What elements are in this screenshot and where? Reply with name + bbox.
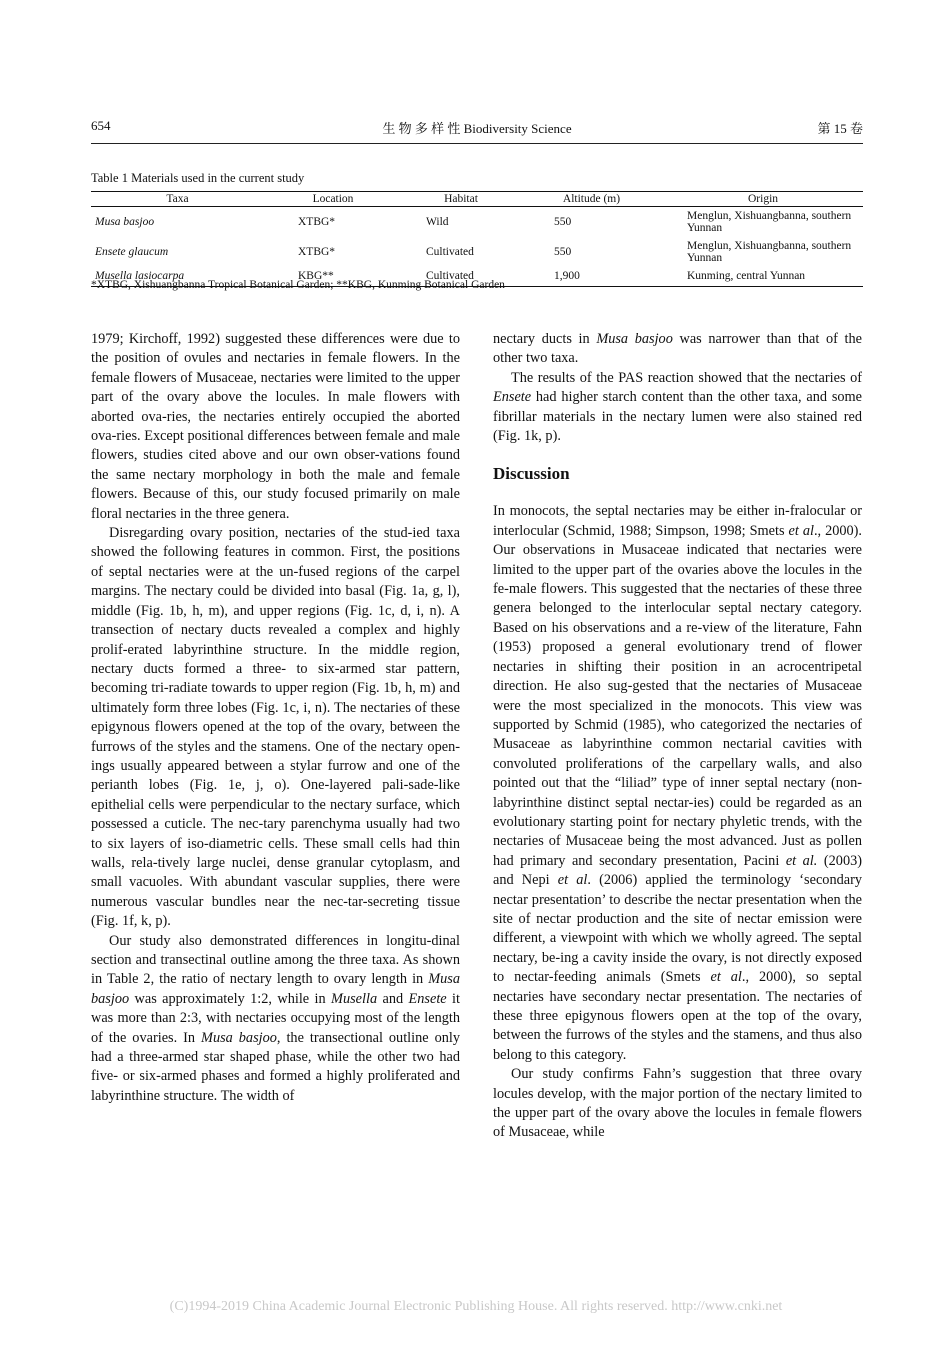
materials-table: [91, 191, 863, 287]
taxon-name: Musella: [331, 990, 378, 1007]
paragraph: Disregarding ovary position, nectaries of the stud-ied taxa showed the following features in common. First, the positions of septal nectaries were at the un-fused regions of the carpel margins. The nectary could be divided into basal (Fig. 1a, g, l), middle (Fig. 1b, h, m), and upper regions (Fig. 1c, d, i, n). A transection of nectary ducts revealed a complex and highly prolif-erated labyrinthine structure. In the middle region, nectary ducts formed a three- to six-armed star pattern, becoming tri-radiate towards to upper region (Fig. 1b, h, m) and ultimately form three lobes (Fig. 1c, i, n). The nectaries of these epigynous flowers opened at the top of the ovary, between the furrows of the styles and the stamens. One of the nectary open-ings usually appeared between a stylar furrow and one of the perianth lobes (Fig. 1e, j, o). One-layered pali-sade-like epithelial cells were perpendicular to the nectary surface, which possessed a cuticle. The nec-tary parenchyma usually had two to six layers of iso-diametric cells. These small cells had thin walls, rela-tively large nuclei, dense granular cytoplasm, and small vacuoles. With abundant vascular supplies, there were numerous vascular bundles near the nec-tar-secreting tissue (Fig. 1f, k, p).: [91, 525, 460, 930]
running-header: [91, 118, 863, 140]
table-cell: 550: [554, 216, 572, 228]
journal-title: 生 物 多 样 性 Biodiversity Science: [382, 121, 572, 136]
table-cell: XTBG*: [298, 216, 336, 228]
page-number: 654: [91, 118, 111, 133]
paragraph: nectary ducts in Musa basjoo was narrower than that of the other two taxa.: [493, 331, 862, 367]
etal-text: et al: [788, 522, 814, 539]
column-header: Altitude (m): [520, 192, 663, 207]
left-column: [91, 330, 460, 1106]
paragraph: The results of the PAS reaction showed that the nectaries of Ensete had higher starch content than the other taxa, and some fibrillar materials in the nectary lumen were also stained red (Fig. 1k, p).: [493, 369, 862, 445]
table-row: [91, 207, 863, 238]
table-cell: Ensete glaucum: [95, 246, 169, 258]
volume-label: 第 15 卷: [817, 121, 863, 136]
section-heading: Discussion: [493, 464, 570, 484]
paragraph: Our study also demonstrated differences in longitu-dinal section and transectinal outline among the three taxa. As shown in Table 2, the ratio of nectary length to ovary length in Musa basjoo was approximately 1:2, while in Musella and Ensete it was more than 2:3, with nectaries occupying most of the length of the ovaries. In Musa basjoo, the transectional outline only had a three-armed star shaped phase, while the other two had five- or six-armed phases and formed a highly proliferated and labyrinthine structure. The width of: [91, 932, 460, 1104]
table-row: [91, 237, 863, 267]
table-cell: 550: [554, 246, 572, 258]
column-header: Taxa: [91, 192, 264, 207]
table-header-row: [91, 192, 863, 207]
right-column: [493, 330, 862, 1143]
table-cell: 1,900: [520, 267, 663, 287]
paragraph: 1979; Kirchoff, 1992) suggested these differences were due to the position of ovules and nectaries in female flowers. In the female flowers of Musaceae, nectaries were limited to the upper part of the ovary above the locules. In male flowers with aborted ova-ries, the nectaries entirely occupied the aborted ova-ries. Except positional differences between female and male flowers, studies cited above and our own obser-vations found the same nectary morphology in both the male and female flowers. Because of this, our study focused primarily on male floral nectaries in the three genera.: [91, 331, 460, 522]
table-cell: Menglun, Xishuangbanna, southern Yunnan: [687, 210, 852, 234]
table-cell: XTBG*: [298, 246, 336, 258]
table-cell: Menglun, Xishuangbanna, southern Yunnan: [687, 240, 852, 264]
column-header: Origin: [663, 192, 863, 207]
taxon-name: Musa basjoo: [201, 1029, 277, 1046]
paragraph: Our study confirms Fahn’s suggestion that three ovary locules develop, with the major portion of the nectary limited to the upper part of the ovary above the locules in female flowers of Musaceae, while: [493, 1066, 862, 1141]
taxon-name: Musa basjoo: [596, 331, 673, 347]
table-footnote: *XTBG, Xishuangbanna Tropical Botanical Garden; **KBG, Kunming Botanical Garden: [91, 279, 505, 291]
etal-text: et al: [710, 969, 742, 986]
table-cell: Musa basjoo: [95, 216, 155, 228]
table-cell: Cultivated: [426, 246, 474, 258]
table-cell: Cultivated: [402, 267, 520, 287]
table-cell: KBG**: [264, 267, 402, 287]
paragraph: In monocots, the septal nectaries may be either in-fralocular or interlocular (Schmid, 1988; Simpson, 1998; Smets et al., 2000). Our observations in Musaceae indicated that nectaries were limited to the upper part of the ovaries above the locules in the fe-male flowers. This suggested that the nectaries of these three genera belonged to the interlocular septal nectary category. Based on his observations and a re-view of the literature, Fahn (1953) proposed a general evolutionary trend of flower nectaries in shifting their position in an acrocentripetal direction. He also sug-gested that the nectaries of Musaceae were the most specialized in the monocots. This view was supported by Schmid (1985), who categorized the nectaries of Musaceae as labyrinthine common nectarial cavities with convoluted proliferations of the carpellary walls, and also pointed out that the “liliad” type of inner septal nectary (non-labyrinthine distinct septal nectar-ies) could be regarded as an evolutionary starting point for nectary phyletic trends, with the nectaries of Musaceae being the most advanced. Just as pollen had primary and secondary presentation, Pacini et al. (2003) and Nepi et al. (2006) applied the terminology ‘secondary nectar presentation’ to describe the nectar presentation when the site of nectar production and the site of nectar emission were different, a viewpoint with which we wholly agreed. The septal nectary, be-ing a cavity inside the ovary, is not directly exposed to nectar-feeding animals (Smets et al., 2000), so septal nectaries have secondary nectar presentation. The nectaries of these three epigynous flowers open at the top of the ovary, between the furrows of the styles and the stamens, and thus also belong to this category.: [493, 503, 862, 1063]
column-header: Location: [264, 192, 402, 207]
table-cell: Kunming, central Yunnan: [663, 267, 863, 287]
header-rule: [91, 143, 863, 144]
table-cell: Musella lasiocarpa: [91, 267, 264, 287]
copyright-footer: (C)1994-2019 China Academic Journal Electronic Publishing House. All rights reserved. http://www.cnki.net: [169, 1299, 783, 1314]
etal-text: et al.: [785, 852, 818, 869]
taxon-name: Musa basjoo: [91, 971, 460, 1007]
etal-text: et al: [557, 872, 588, 889]
taxon-name: Ensete: [493, 389, 532, 406]
table-caption: Table 1 Materials used in the current study: [91, 171, 305, 185]
taxon-name: Ensete: [408, 990, 447, 1007]
table-cell: Wild: [426, 216, 449, 228]
column-header: Habitat: [402, 192, 520, 207]
